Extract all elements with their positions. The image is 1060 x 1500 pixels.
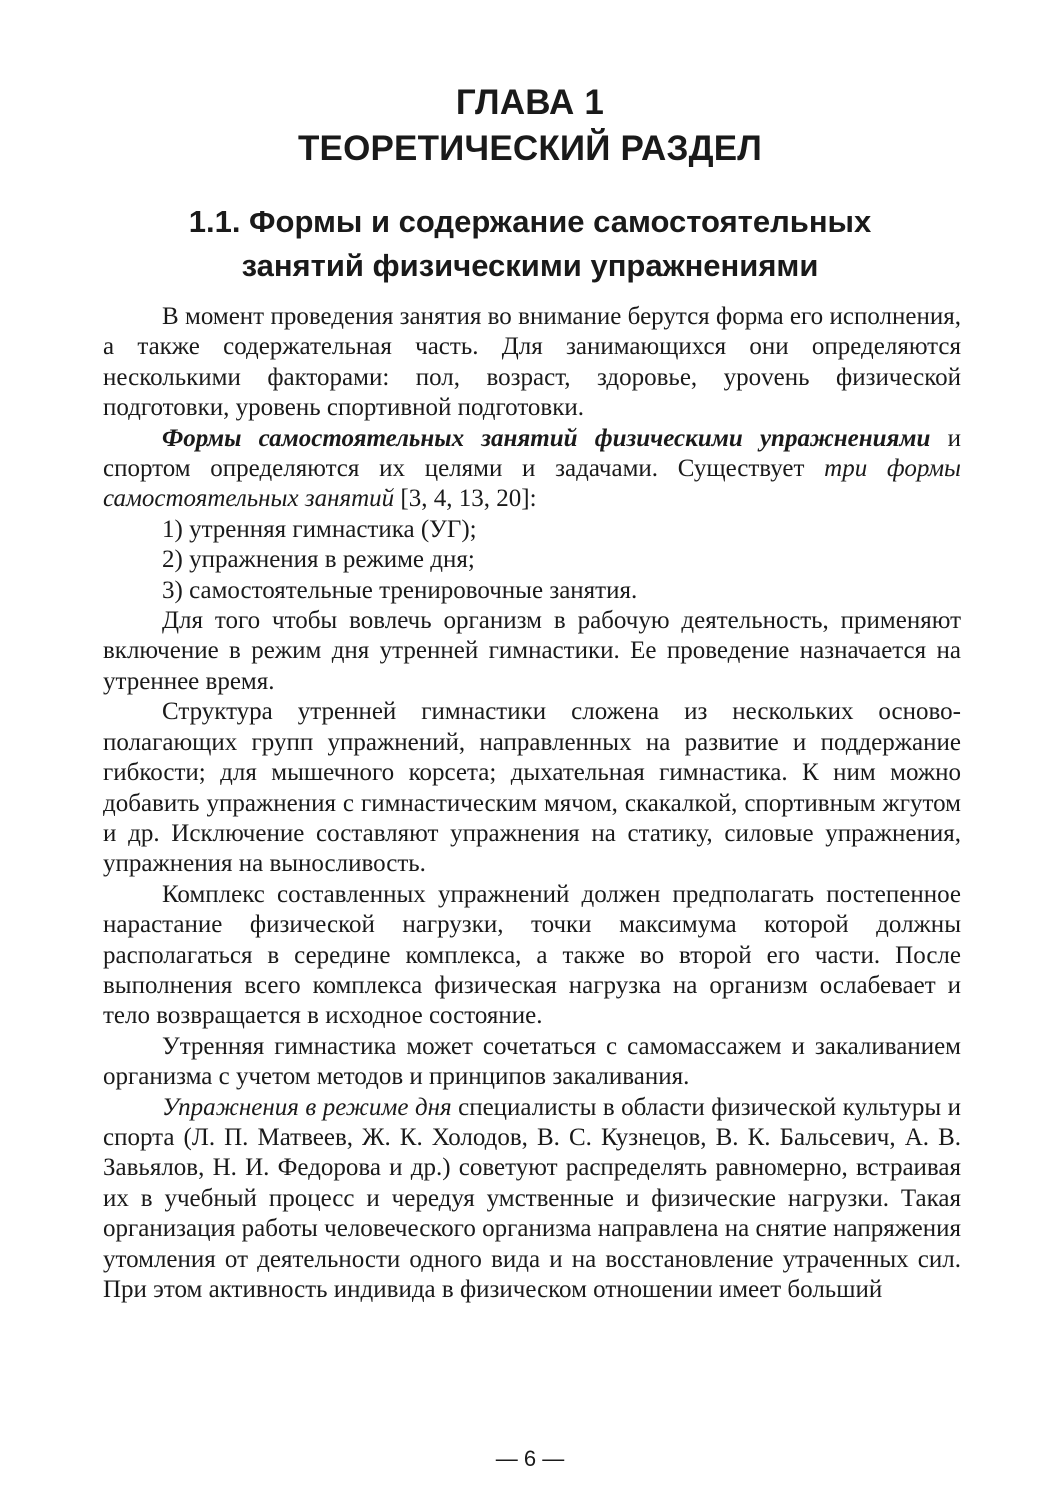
section-title-line-1: 1.1. Формы и содержание самостоятельных: [188, 204, 872, 239]
section-title-line-2: занятий физическими упражнениями: [241, 248, 819, 283]
list-item: 3) самостоятельные тренировочные занятия.: [162, 576, 638, 604]
paragraph-3: Для того чтобы вовлечь организм в рабочую деятельность, применяют включение в режим дня утренней гимнастики. Ее проведение назначается на утреннее время.: [103, 607, 961, 695]
body-text: [103, 302, 961, 1305]
paragraph-4: Структура утренней гимнастики сложена из нескольких основополагающих групп упражнений, направленных на развитие и поддержание гибкости; для мышечного корсета; дыхательная гимнастика. К ним можно добавить упражнения с гимнастическим мячом, скакалкой, спортивным жгутом и др. Исключение составляют упражнения на статику, силовые упражнения, упражнения на выносливость.: [103, 698, 961, 878]
list-item: 2) упражнения в режиме дня;: [162, 546, 475, 574]
chapter-title: ТЕОРЕТИЧЕСКИЙ РАЗДЕЛ: [297, 129, 763, 168]
page-number: — 6 —: [495, 1446, 565, 1471]
chapter-number: ГЛАВА 1: [455, 83, 605, 122]
paragraph-2: [103, 424, 961, 515]
paragraph-6: Утренняя гимнастика может сочетаться с самомассажем и закаливанием организма с учетом методов и принципов закаливания.: [103, 1032, 961, 1091]
paragraph-2-reference: [3, 4, 13, 20]:: [394, 485, 537, 513]
list-item: 1) утренняя гимнастика (УГ);: [162, 515, 477, 543]
paragraph-7-italic: Упражнения в режиме дня: [162, 1093, 452, 1121]
paragraph-5: Комплекс составленных упражнений должен предполагать постепенное нарастание физической нагрузки, точки максимума которой должны располагаться в середине комплекса, а также во второй его части. После выполнения всего комплекса физическая нагрузка на организм ослабевает и тело возвращается в исходное состояние.: [103, 880, 961, 1030]
paragraph-7-text: специалисты в области физической культуры и спорта (Л. П. Матвеев, Ж. К. Холодов, В. С. Кузнецов, В. К. Бальсевич, А. В. Завьялов, Н. И. Федорова и др.) советуют распределять равномерно, встраивая их в учебный процесс и чередуя умственные и физические нагрузки. Такая организация работы человеческого организма направлена на снятие напряжения утомления от деятельности одного вида и на восстановление утраченных сил. При этом активность индивида в физическом отношении имеет больший: [103, 1093, 962, 1303]
paragraph-1: В момент проведения занятия во внимание берутся форма его исполнения, а также содержательная часть. Для занимающихся они определяются несколькими факторами: пол, возраст, здоровье, уроvень физической подготовки, уровень спортивной подготовки.: [103, 303, 961, 422]
paragraph-2-bold-italic: Формы самостоятельных занятий физическими упражнениями: [162, 424, 931, 452]
paragraph-7: [103, 1093, 961, 1306]
paragraph-2-text: и спортом определяются их целями и задачами. Существует: [103, 424, 961, 483]
paragraph-2-italic: три формы самостоятельных занятий: [103, 455, 961, 513]
